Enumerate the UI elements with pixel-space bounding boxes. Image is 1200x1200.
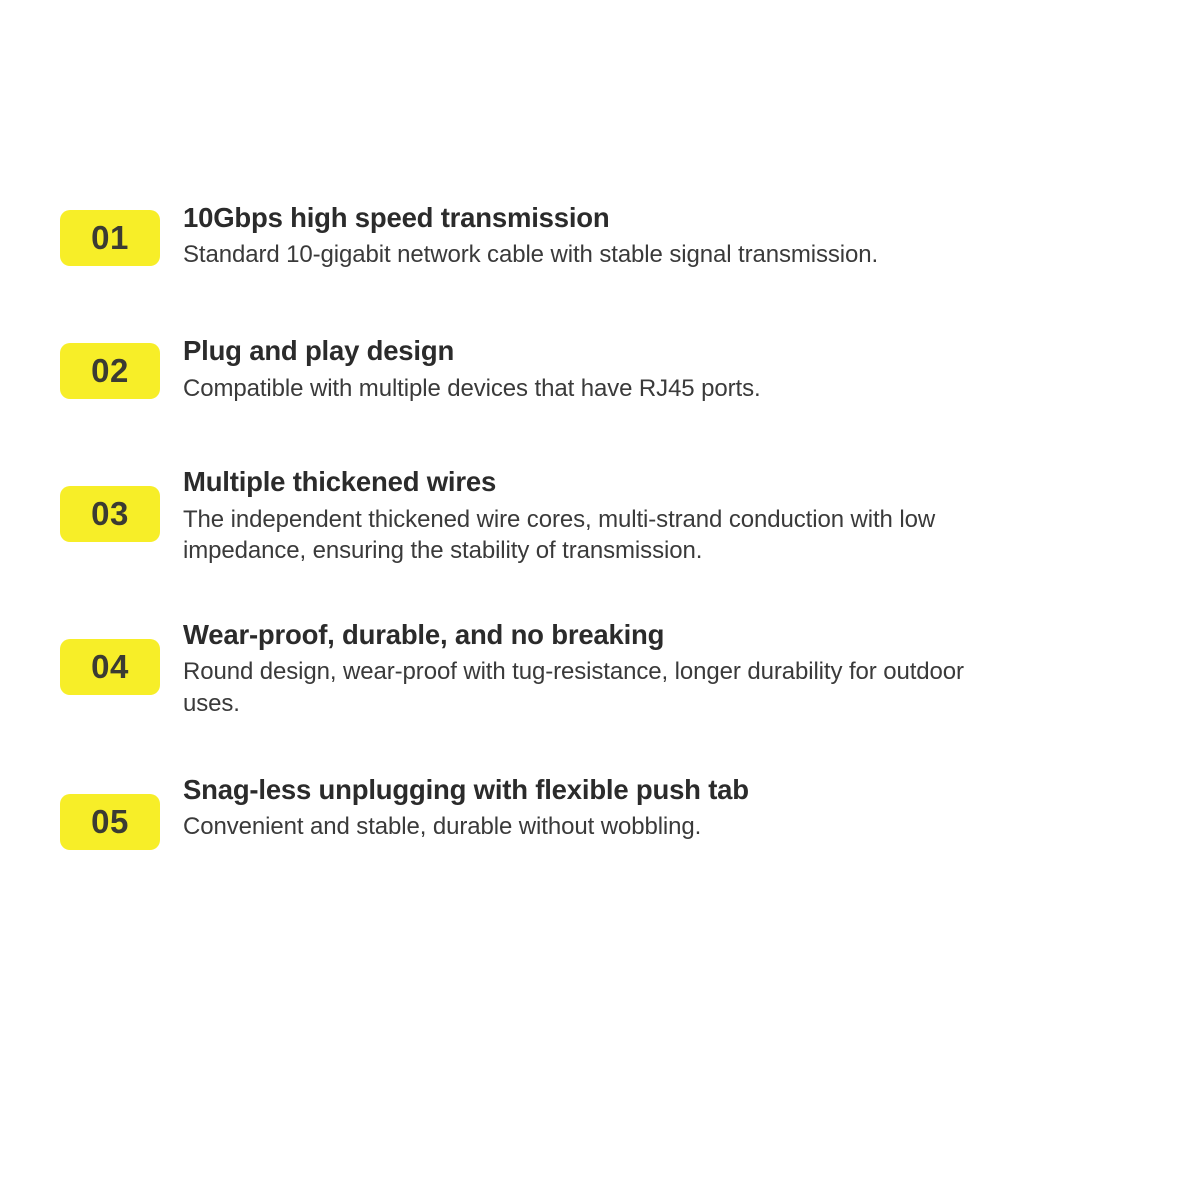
feature-title: 10Gbps high speed transmission (183, 202, 610, 233)
feature-item (60, 464, 1140, 567)
feature-number-badge: 02 (60, 343, 160, 399)
feature-list (60, 200, 1140, 850)
feature-text-block (183, 200, 1140, 271)
feature-title: Plug and play design (183, 335, 455, 367)
feature-description: Compatible with multiple devices that have RJ45 ports. (183, 374, 761, 402)
feature-text-block (183, 617, 1140, 720)
feature-item (60, 200, 1140, 271)
feature-number-badge: 03 (60, 486, 160, 542)
feature-item (60, 772, 1140, 850)
feature-description: Round design, wear-proof with tug-resistance, longer durability for outdoor uses. (183, 658, 964, 718)
feature-description: The independent thickened wire cores, multi-strand conduction with low impedance, ensuring the stability of transmission. (183, 505, 936, 565)
feature-item (60, 617, 1140, 720)
feature-description: Standard 10-gigabit network cable with stable signal transmission. (183, 241, 879, 269)
feature-description: Convenient and stable, durable without wobbling. (183, 813, 702, 841)
feature-title: Snag-less unplugging with flexible push tab (183, 773, 749, 805)
feature-number-badge: 05 (60, 794, 160, 850)
feature-number-badge: 04 (60, 639, 160, 695)
feature-number-badge: 01 (60, 210, 160, 266)
feature-text-block (183, 772, 1140, 843)
feature-title: Wear-proof, durable, and no breaking (183, 619, 665, 650)
feature-item (60, 333, 1140, 404)
feature-text-block (183, 333, 1140, 404)
feature-text-block (183, 464, 1140, 567)
feature-title: Multiple thickened wires (183, 466, 497, 498)
